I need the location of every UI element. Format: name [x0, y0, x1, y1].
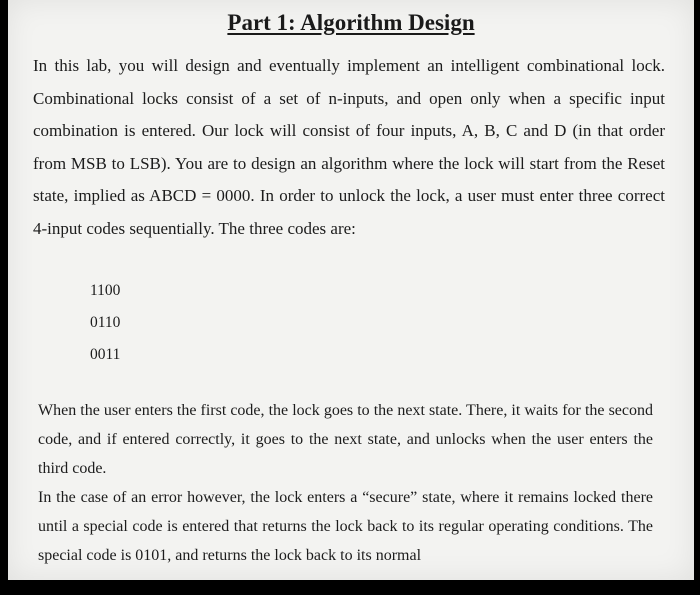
code-item-1: 1100 [90, 282, 121, 299]
section-title-text: Part 1: Algorithm Design [227, 10, 475, 35]
code-item-2: 0110 [90, 314, 121, 331]
code-item-3: 0011 [90, 346, 121, 363]
intro-paragraph-text: In this lab, you will design and eventually implement an intelligent combinational lock. Combinational locks consist of a set of n-inputs, and open only when a specific input combination is entered. Our lock will consist of four inputs, A, B, C and D (in that order from MSB to LSB). You are to design an algorithm where the lock will start from the Reset state, implied as ABCD = 0000. In order to unlock the lock, a user must enter three correct 4-input codes sequentially. The three codes are: [33, 56, 665, 238]
paragraph-secure-state: In the case of an error however, the lock enters a “secure” state, where it remains locked there until a special code is entered that returns the lock back to its regular operating conditions. The special code is 0101, and returns the lock back to its normal [38, 489, 653, 564]
paragraph-next-state: When the user enters the first code, the lock goes to the next state. There, it waits for the second code, and if entered correctly, it goes to the next state, and unlocks when the user enters the third code. [38, 402, 653, 477]
section-title [8, 10, 694, 36]
document-page [8, 0, 694, 580]
intro-paragraph [33, 50, 665, 245]
code-list [90, 275, 120, 371]
body-paragraphs [38, 396, 653, 570]
